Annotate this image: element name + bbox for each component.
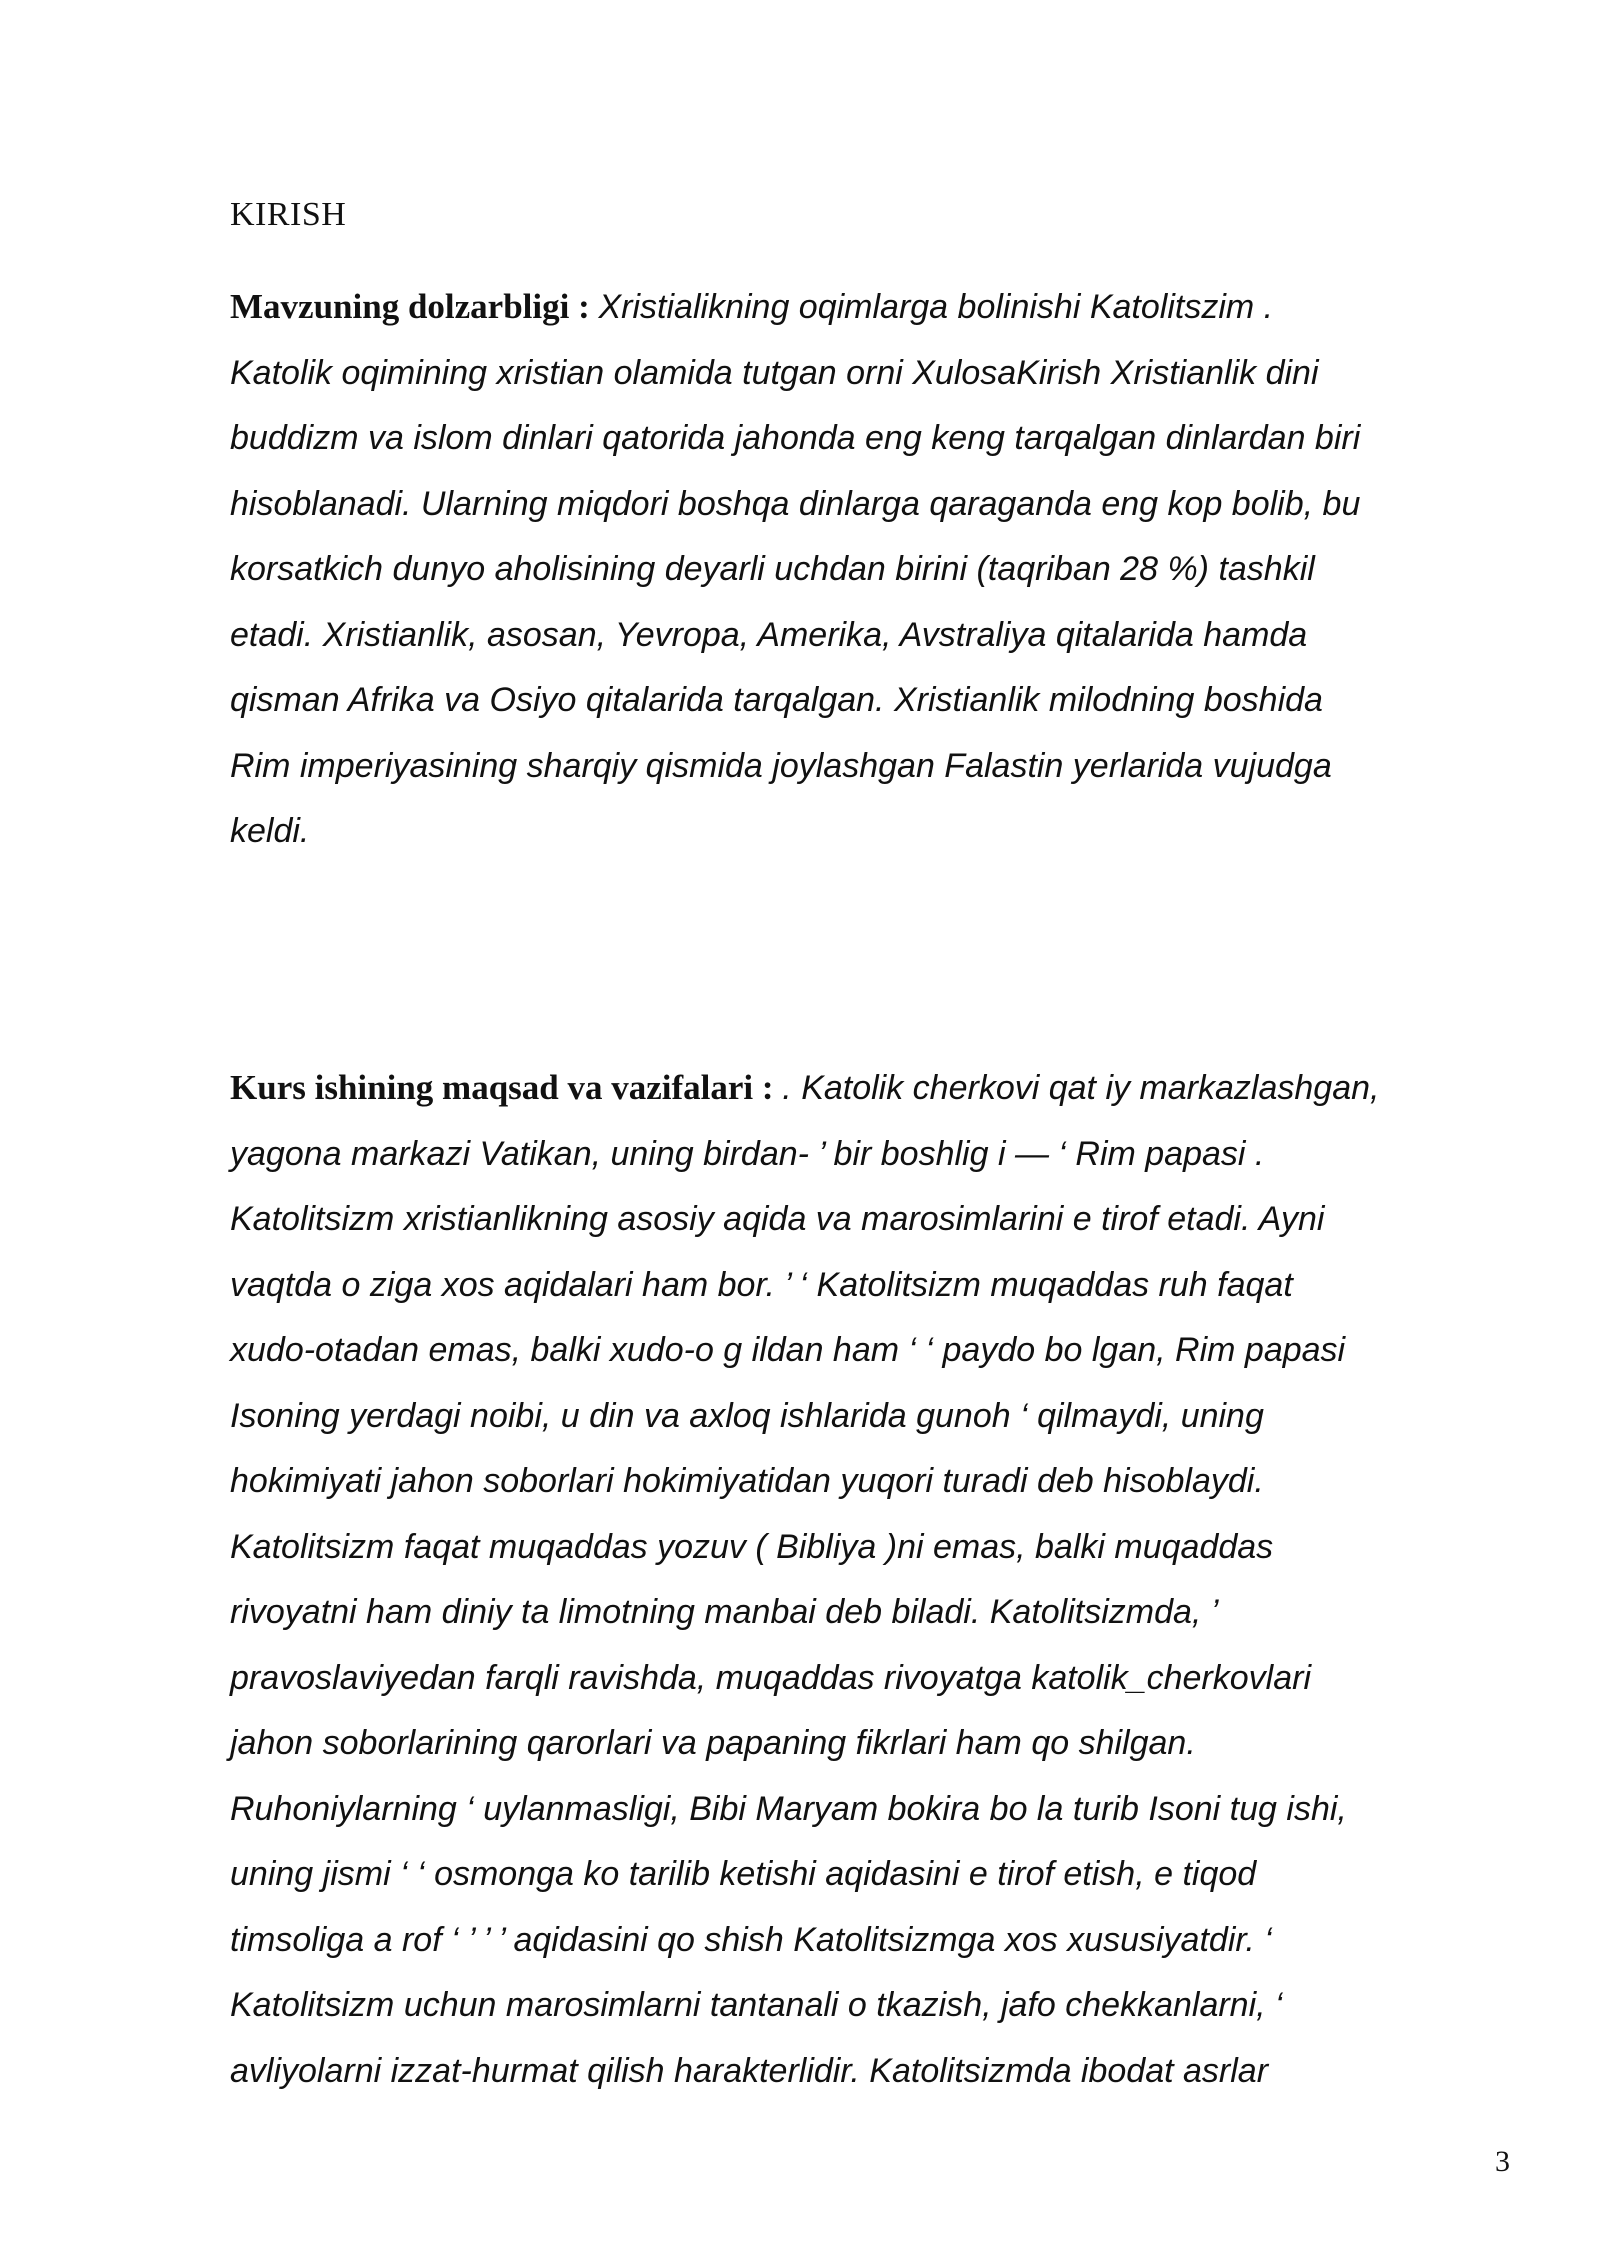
paragraph-relevance [230, 274, 1505, 865]
paragraph-lead-goals: Kurs ishining maqsad va vazifalari : [230, 1068, 783, 1107]
paragraph-goals [230, 1055, 1505, 2104]
section-heading: KIRISH [230, 196, 347, 233]
paragraph-body-goals: . Katolik cherkovi qat iy markazlashgan, yagona markazi Vatikan, uning birdan- ’ bir boshlig i — ‘ Rim papasi . Katolitsizm xristianlikning asosiy aqida va marosimlarini e tirof etadi. Ayni vaqtda o ziga xos aqidalari ham bor. ’ ‘ Katolitsizm muqaddas ruh faqat xudo-otadan emas, balki xudo-o g ildan ham ‘ ‘ paydo bo lgan, Rim papasi Isoning yerdagi noibi, u din va axloq ishlarida gunoh ‘ qilmaydi, uning hokimiyati jahon soborlari hokimiyatidan yuqori turadi deb hisoblaydi. Katolitsizm faqat muqaddas yozuv ( Bibliya )ni emas, balki muqaddas rivoyatni ham diniy ta limotning manbai deb biladi. Katolitsizmda, ’ pravoslaviyedan farqli ravishda, muqaddas rivoyatga katolik_cherkovlari jahon soborlarining qarorlari va papaning fikrlari ham qo shilgan. Ruhoniylarning ‘ uylanmasligi, Bibi Maryam bokira bo la turib Isoni tug ishi, uning jismi ‘ ‘ osmonga ko tarilib ketishi aqidasini e tirof etish, e tiqod timsoliga a rof ‘ ’ ’ ’ aqidasini qo shish Katolitsizmga xos xususiyatdir. ‘ Katolitsizm uchun marosimlarni tantanali o tkazish, jafo chekkanlarni, ‘ avliyolarni izzat-hurmat qilish harakterlidir. Katolitsizmda ibodat asrlar [230, 1069, 1380, 2090]
page-number: 3 [1495, 2145, 1510, 2178]
paragraph-body-relevance: Xristialikning oqimlarga bolinishi Katolitszim . Katolik oqimining xristian olamida tutgan orni XulosaKirish Xristianlik dini buddizm va islom dinlari qatorida jahonda eng keng tarqalgan dinlardan biri hisoblanadi. Ularning miqdori boshqa dinlarga qaraganda eng kop bolib, bu korsatkich dunyo aholisining deyarli uchdan birini (taqriban 28 %) tashkil etadi. Xristianlik, asosan, Yevropa, Amerika, Avstraliya qitalarida hamda qisman Afrika va Osiyo qitalarida tarqalgan. Xristianlik milodning boshida Rim imperiyasining sharqiy qismida joylashgan Falastin yerlarida vujudga keldi. [230, 288, 1361, 850]
paragraph-lead-relevance: Mavzuning dolzarbligi : [230, 287, 599, 326]
